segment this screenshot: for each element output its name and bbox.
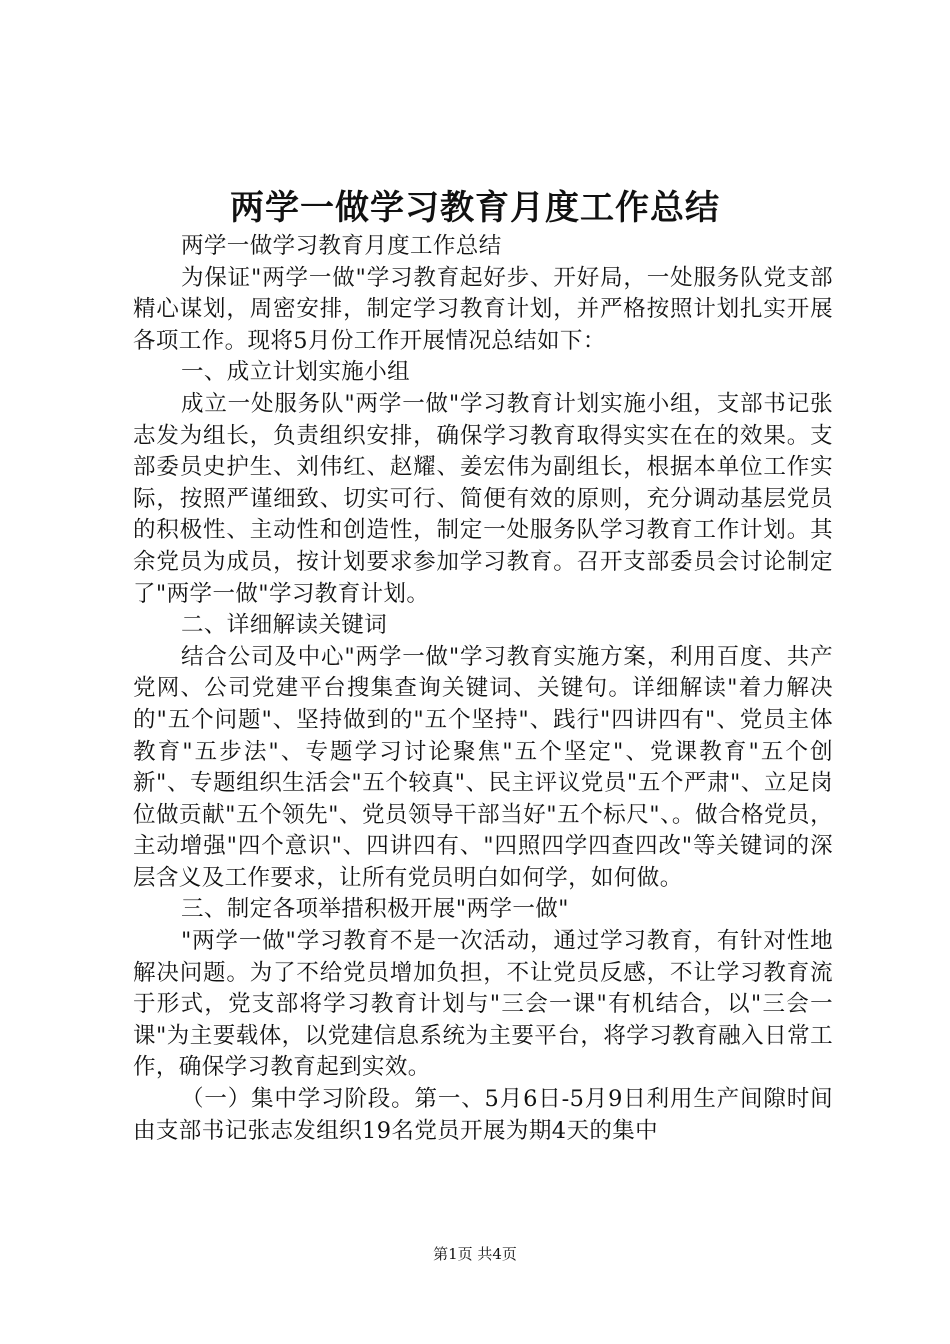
section-heading-2: 二、详细解读关键词 [181, 612, 388, 639]
paragraph-section-2: 结合公司及中心"两学一做"学习教育实施方案，利用百度、共产党网、公司党建平台搜集查询关键词、关键句。详细解读"着力解决的"五个问题"、坚持做到的"五个坚持"、践行"四讲四有"、党员主体教育"五步法"、专题学习讨论聚焦"五个坚定"、党课教育"五个创新"、专题组织生活会"五个较真"、民主评议党员"五个严肃"、立足岗位做贡献"五个领先"、党员领导干部当好"五个标尺"、。做合格党员，主动增强"四个意识"、四讲四有、"四照四学四查四改"等关键词的深层含义及工作要求，让所有党员明白如何学，如何做。 [133, 643, 833, 891]
paragraph-subsection-1: （一）集中学习阶段。第一、5月6日-5月9日利用生产间隙时间由支部书记张志发组织19名党员开展为期4天的集中 [133, 1086, 833, 1144]
paragraph-section-1: 成立一处服务队"两学一做"学习教育计划实施小组，支部书记张志发为组长，负责组织安排，确保学习教育取得实实在在的效果。支部委员史护生、刘伟红、赵耀、姜宏伟为副组长，根据本单位工作实际，按照严谨细致、切实可行、简便有效的原则，充分调动基层党员的积极性、主动性和创造性，制定一处服务队学习教育工作计划。其余党员为成员，按计划要求参加学习教育。召开支部委员会讨论制定了"两学一做"学习教育计划。 [133, 390, 833, 607]
paragraph-section-3: "两学一做"学习教育不是一次活动，通过学习教育，有针对性地解决问题。为了不给党员增加负担，不让党员反感，不让学习教育流于形式，党支部将学习教育计划与"三会一课"有机结合，以"三会一课"为主要载体，以党建信息系统为主要平台，将学习教育融入日常工作，确保学习教育起到实效。 [133, 928, 833, 1081]
page-footer: 第1页 共4页 [433, 1245, 517, 1263]
document-title: 两学一做学习教育月度工作总结 [230, 188, 720, 228]
paragraph-intro: 为保证"两学一做"学习教育起好步、开好局，一处服务队党支部精心谋划，周密安排，制定学习教育计划，并严格按照计划扎实开展各项工作。现将5月份工作开展情况总结如下： [133, 264, 833, 354]
section-heading-1: 一、成立计划实施小组 [181, 359, 411, 386]
section-heading-3: 三、制定各项举措积极开展"两学一做" [181, 896, 569, 923]
paragraph-subtitle: 两学一做学习教育月度工作总结 [181, 233, 502, 259]
document-body [133, 231, 833, 1147]
